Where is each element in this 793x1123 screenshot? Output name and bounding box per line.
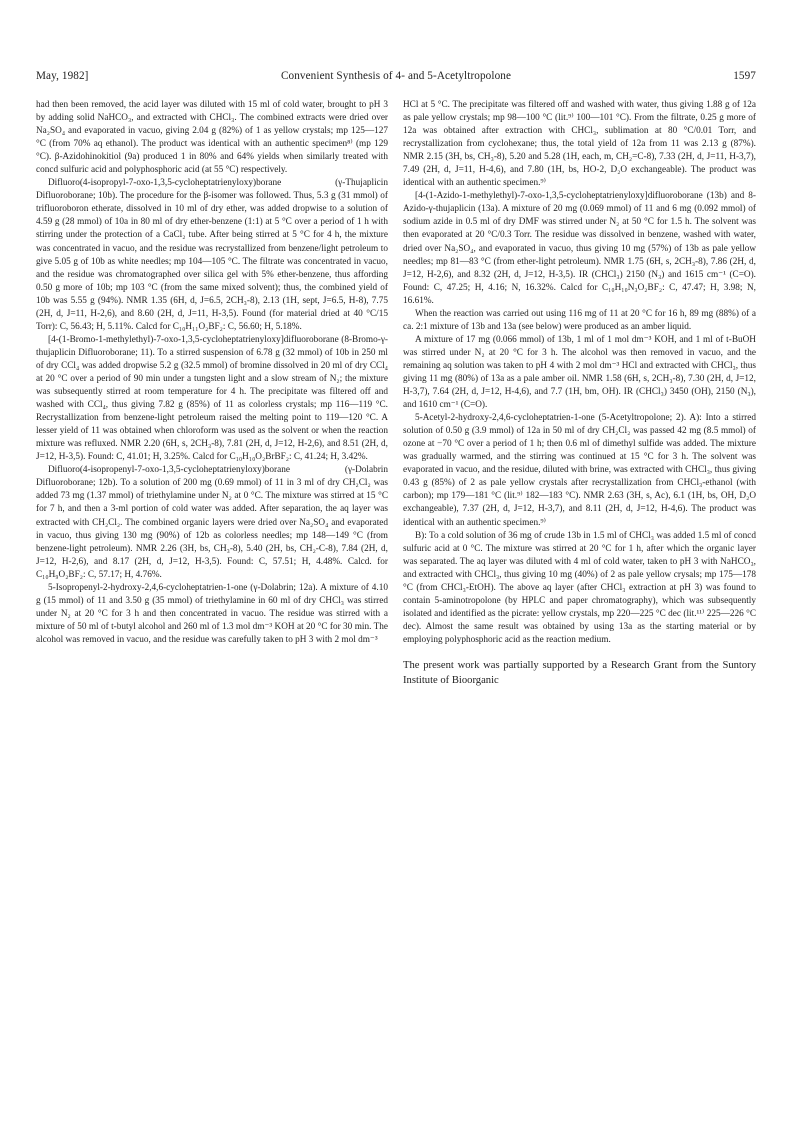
right-column <box>403 99 756 688</box>
paragraph: A mixture of 17 mg (0.066 mmol) of 13b, 1 ml of 1 mol dm⁻³ KOH, and 1 ml of t-BuOH was stirred under N₂ at 20 °C for 3 h. The alcohol was then removed in vacuo, and the remaining aq solution was taken to pH 4 with 2 mol dm⁻³ HCl and extracted with CHCl₃, thus giving 11 mg (80%) of 13a as a pale amber oil. NMR 1.58 (6H, s, 2CH₃-8), 7.30 (2H, d, J=12, H-3,7), 7.64 (2H, d, J=12, H-4,6), and 7.7 (1H, bm, OH). IR (CHCl₃) 3450 (OH), 2150 (N₃), and 1610 cm⁻¹ (C=O). <box>403 334 756 411</box>
paragraph: HCl at 5 °C. The precipitate was filtered off and washed with water, thus giving 1.88 g of 12a as pale yellow crystals; mp 98—100 °C (lit.⁹⁾ 100—101 °C). From the filtrate, 0.25 g more of 12a was obtained after extraction with CHCl₃, sublimation at 80 °C/0.01 Torr, and recrystallization from cyclohexane; thus, the total yield of 12a from 11 was 2.13 g (87%). NMR 2.15 (3H, bs, CH₃-8), 5.20 and 5.28 (1H, each, m, CH₂=C-8), 7.33 (2H, d, J=11, H-3,7), 7.49 (2H, d, J=11, H-4,6), and 7.80 (1H, bs, HO-2, D₂O exchangeable). The product was identical with an authentic specimen.⁹⁾ <box>403 100 756 189</box>
header-title: Convenient Synthesis of 4- and 5-Acetyltropolone <box>280 70 512 82</box>
paragraph: Difluoro(4-isopropyl-7-oxo-1,3,5-cycloheptatrienyloxy)borane (γ-Thujaplicin Difluoroborane; 10b). The procedure for the β-isomer was followed. Thus, 5.3 g (31 mmol) of trifluoroboron etherate, dissolved in 10 ml of dry ether, was added dropwise to a solution of 4.59 g (28 mmol) of 10a in 80 ml of dry ether-benzene (1:1) at 5 °C over a period of 1 h with stirring under the protection of a CaCl₂ tube. After being stirred at 5 °C for 4 h, the mixture was concentrated in vacuo, and the residue was recrystallized from benzene/light petroleum to give 5.05 g of 10b as white needles; mp 104—105 °C. The filtrate was concentrated in vacuo, and the residue was chromatographed over silica gel with 5% ether-benzene, thus affording 0.50 g more of 10b; mp 103 °C (from the same mixed solvent); thus, the combined yield of 10b was 5.55 g (94%). NMR 1.35 (6H, d, J=6.5, 2CH₃-8), 2.13 (1H, sept, J=6.5, H-8), 7.75 (2H, d, J=11, H-2,6), and 8.60 (2H, d, J=11, H-3,5). Found (for material dried at 40 °C/15 Torr): C, 56.43; H, 5.11%. Calcd for C₁₀H₁₁O₂BF₂: C, 56.60; H, 5.18%. <box>36 178 388 332</box>
page-number: 1597 <box>733 70 756 82</box>
paragraph: 5-Acetyl-2-hydroxy-2,4,6-cycloheptatrien-1-one (5-Acetyltropolone; 2). A): Into a stirred solution of 0.50 g (3.9 mmol) of 12a in 50 ml of dry CH₂Cl₂ was passed 42 mg (8.5 mmol) of ozone at −70 °C over a period of 1 h; then 0.6 ml of dimethyl sulfide was added. The mixture was gradually warmed, and the stirring was continued at 15 °C for 3 h. The solvent was evaporated in vacuo, and the residue, diluted with brine, was extracted with CHCl₃, thus giving 0.43 g (85%) of 2 as pale yellow crystals after recrystallization from CHCl₃-ethanol (with carbon); mp 179—181 °C (lit.⁹⁾ 182—183 °C). NMR 2.63 (3H, s, Ac), 6.1 (1H, bs, OH, D₂O exchangeable), 7.37 (2H, d, J=12, H-3,7), and 8.11 (2H, d, J=12, H-4,6). The product was identical with an authentic specimen.⁹⁾ <box>403 413 756 528</box>
paragraph: When the reaction was carried out using 116 mg of 11 at 20 °C for 16 h, 89 mg (88%) of a ca. 2:1 mixture of 13b and 13a (see below) were produced as an amber liquid. <box>403 308 756 332</box>
running-header <box>36 70 756 86</box>
section-gap <box>403 647 756 658</box>
paragraph: B): To a cold solution of 36 mg of crude 13b in 1.5 ml of CHCl₃ was added 1.5 ml of concd sulfuric acid at 0 °C. The mixture was stirred at 20 °C for 1 h, after which the organic layer was separated. The aq layer was diluted with 4 ml of cold water, taken to pH 3 with NaHCO₃, and extracted with CHCl₃, thus giving 10 mg (40%) of 2 as pale yellow crysals; mp 175—178 °C (from CHCl₃-EtOH). The above aq layer (after CHCl₃ extraction at pH 3) was found to contain 5-aminotropolone (by HPLC and paper chromatography), which was subsequently isolated and identified as the picrate: yellow crystals, mp 220—225 °C dec (lit.¹¹⁾ 225—226 °C dec). Almost the same result was obtained by using 13a as the starting material or by employing polyphosphoric acid as the reaction medium. <box>403 530 756 645</box>
paragraph: [4-(1-Azido-1-methylethyl)-7-oxo-1,3,5-cycloheptatrienyloxy]difluoroborane (13b) and 8-Azido-γ-thujaplicin (13a). A mixture of 20 mg (0.069 mmol) of 11 and 6 mg (0.092 mmol) of sodium azide in 0.5 ml of dry DMF was stirred under N₂ at 50 °C for 1.5 h. The solvent was then evaporated at 20 °C/0.3 Torr. The residue was dissolved in benzene, washed with water, dried over Na₂SO₄, and evaporated in vacuo, thus giving 10 mg (57%) of 13b as pale yellow needles; mp 81—83 °C (from ether-light petroleum). NMR 1.75 (6H, s, 2CH₃-8), 7.86 (2H, d, J=12, H-2,6), and 8.32 (2H, d, J=12, H-3,5). IR (CHCl₃) 2150 (N₃) and 1615 cm⁻¹ (C=O). Found: C, 47.25; H, 4.16; N, 16.32%. Calcd for C₁₀H₁₀N₃O₂BF₂: C, 47.47; H, 3.98; N, 16.61%. <box>403 191 756 306</box>
left-column <box>36 99 388 647</box>
paragraph: [4-(1-Bromo-1-methylethyl)-7-oxo-1,3,5-cycloheptatrienyloxy]difluoroborane (8-Bromo-γ-thujaplicin Difluoroborane; 11). To a stirred suspension of 6.78 g (32 mmol) of 10b in 250 ml of dry CCl₄ was added dropwise 5.2 g (32.5 mmol) of bromine dissolved in 20 ml of dry CCl₄ at 20 °C over a period of 90 min under a tungsten light and a slow stream of N₂; the mixture was subsequently stirred at room temperature for 4 h. The precipitate was filtered off and washed with CCl₄, thus giving 7.82 g (85%) of 11 as colorless crystals; mp 116—119 °C. Recrystallization from benzene-light petroleum raised the melting point to 119—120 °C. A lesser yield of 11 was obtained when chloroform was used as the solvent or when the reaction mixture was refluxed. NMR 2.20 (6H, s, 2CH₃-8), 7.81 (2H, d, J=12, H-2,6), and 8.51 (2H, d, J=12, H-3,5). Found: C, 41.01; H, 3.25%. Calcd for C₁₀H₁₀O₂BrBF₂: C, 41.24; H, 3.42%. <box>36 334 388 463</box>
paragraph: Difluoro(4-isopropenyl-7-oxo-1,3,5-cycloheptatrienyloxy)borane (γ-Dolabrin Difluoroborane; 12b). To a solution of 200 mg (0.69 mmol) of 11 in 3 ml of dry CH₂Cl₂ was added 73 mg (1.37 mmol) of triethylamine under N₂ at 0 °C. The mixture was stirred at 15 °C for 7 h, and then a 3-ml portion of cold water was added. After separation, the aq layer was extracted with CH₂Cl₂. The combined organic layers were dried over Na₂SO₄ and evaporated in vacuo, thus giving 130 mg (90%) of 12b as colorless needles; mp 148—149 °C (from benzene-light petroleum). NMR 2.26 (3H, bs, CH₃-8), 5.40 (2H, bs, CH₂-C-8), 7.84 (2H, d, J=12, H-2,6), and 8.17 (2H, d, J=12, H-3,5). Found: C, 57.51; H, 4.48%. Calcd. for C₁₀H₉O₂BF₂: C, 57.17; H, 4.76%. <box>36 465 388 580</box>
header-date: May, 1982] <box>36 70 89 82</box>
acknowledgement: The present work was partially supported by a Research Grant from the Suntory Institute of Bioorganic <box>403 659 756 686</box>
paragraph: 5-Isopropenyl-2-hydroxy-2,4,6-cycloheptatrien-1-one (γ-Dolabrin; 12a). A mixture of 4.10 g (15 mmol) of 11 and 3.50 g (35 mmol) of triethylamine in 60 ml of dry CHCl₃ was stirred under N₂ at 20 °C for 3 h and then concentrated in vacuo. The residue was stirred with a mixture of 50 ml of t-butyl alcohol and 260 ml of 1.3 mol dm⁻³ KOH at 20 °C for 30 min. The alcohol was removed in vacuo, and the residue was carefully taken to pH 3 with 2 mol dm⁻³ <box>36 582 388 645</box>
paragraph: had then been removed, the acid layer was diluted with 15 ml of cold water, brought to pH 3 by adding solid NaHCO₃, and extracted with CHCl₃. The combined extracts were dried over Na₂SO₄ and evaporated in vacuo, giving 2.04 g (82%) of 1 as yellow crystals; mp 125—127 °C (from 70% aq ethanol). The product was identical with an authentic specimen⁸⁾ (mp 129 °C). β-Azidohinokitiol (9a) produced 1 in 80% and 64% yields when similarly treated with concd sulfuric acid and polyphosphoric acid (at 55 °C) respectively. <box>36 100 388 176</box>
